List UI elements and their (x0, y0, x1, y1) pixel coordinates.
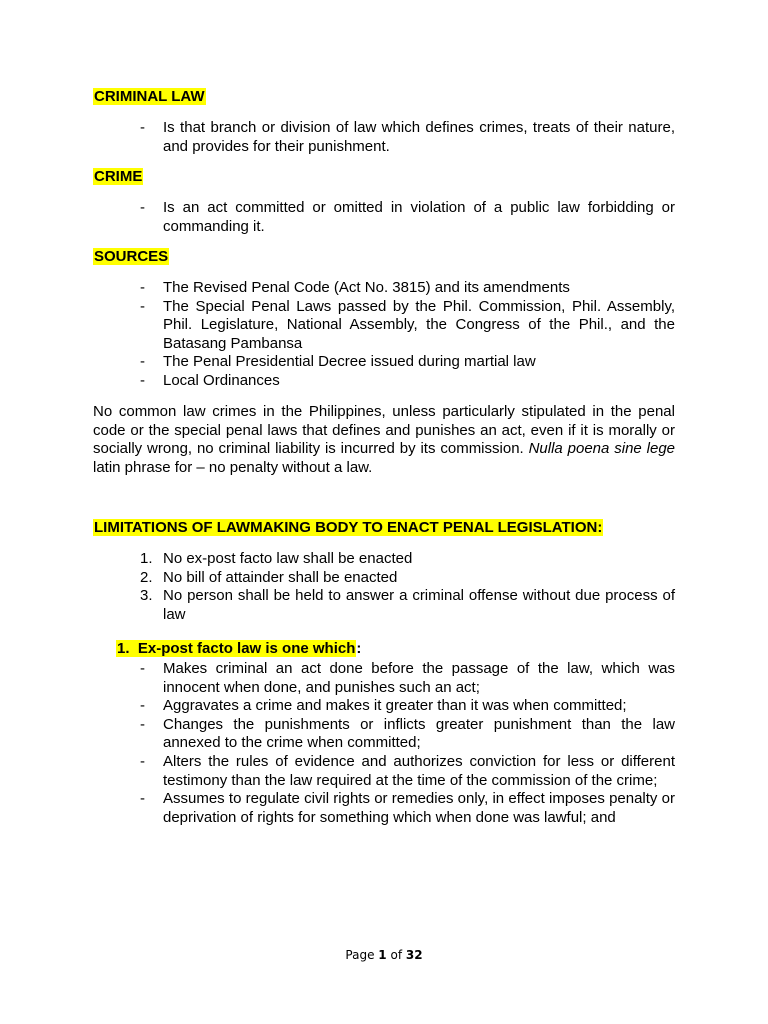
list-item: - Makes criminal an act done before the passage of the law, which was innocent when done, and punishes such an act; (140, 660, 675, 696)
list-item: - Changes the punishments or inflicts greater punishment than the law annexed to the crime when committed; (140, 715, 675, 752)
list-item: - The Revised Penal Code (Act No. 3815) and its amendments (140, 279, 570, 296)
ex-post-facto-list (93, 660, 675, 827)
heading-crime: CRIME (94, 168, 143, 185)
dash-marker: - (140, 199, 145, 216)
dash-marker: - (140, 119, 145, 136)
nullum-crimen-paragraph: No common law crimes in the Philippines, unless particularly stipulated in the penal code or the special penal laws that defines and punishes an act, even if it is morally or socially wrong, no criminal liability is incurred by its commission. Nulla poena sine lege latin phrase for – no penalty without a law. (93, 403, 676, 476)
list-item: 3. No person shall be held to answer a criminal offense without due process of law (140, 587, 675, 623)
latin-phrase: Nulla poena sine lege (528, 440, 676, 458)
sources-list (93, 279, 675, 391)
heading-limitations: LIMITATIONS OF LAWMAKING BODY TO ENACT PENAL LEGISLATION: (94, 519, 603, 536)
page-number-footer: Page 1 of 32 (345, 948, 423, 962)
list-item: - The Penal Presidential Decree issued during martial law (140, 353, 536, 371)
heading-ex-post-facto: 1. Ex-post facto law is one which: (117, 640, 362, 657)
limitations-list (93, 550, 675, 624)
crime-definition (93, 199, 675, 236)
list-item: - Is that branch or division of law which defines crimes, treats of their nature, and provides for their punishment. (140, 119, 675, 155)
list-item: - Assumes to regulate civil rights or remedies only, in effect imposes penalty or deprivation of rights for something which when done was lawful; and (140, 790, 675, 826)
heading-criminal-law: CRIMINAL LAW (94, 88, 205, 105)
list-item: - Alters the rules of evidence and authorizes conviction for less or different testimony than the law required at the time of the commission of the crime; (140, 752, 675, 789)
list-item: - The Special Penal Laws passed by the Phil. Commission, Phil. Assembly, Phil. Legislature, National Assembly, the Congress of the Phil., and the Batasang Pambansa (140, 297, 675, 352)
list-item: - Local Ordinances (140, 371, 280, 389)
list-item: - Is an act committed or omitted in violation of a public law forbidding or commanding it. (140, 199, 675, 235)
list-item: 2. No bill of attainder shall be enacted (140, 568, 398, 586)
list-item: 1. No ex-post facto law shall be enacted (140, 550, 413, 567)
criminal-law-definition (93, 119, 675, 156)
heading-sources: SOURCES (94, 248, 169, 265)
list-item: - Aggravates a crime and makes it greater than it was when committed; (140, 697, 627, 715)
